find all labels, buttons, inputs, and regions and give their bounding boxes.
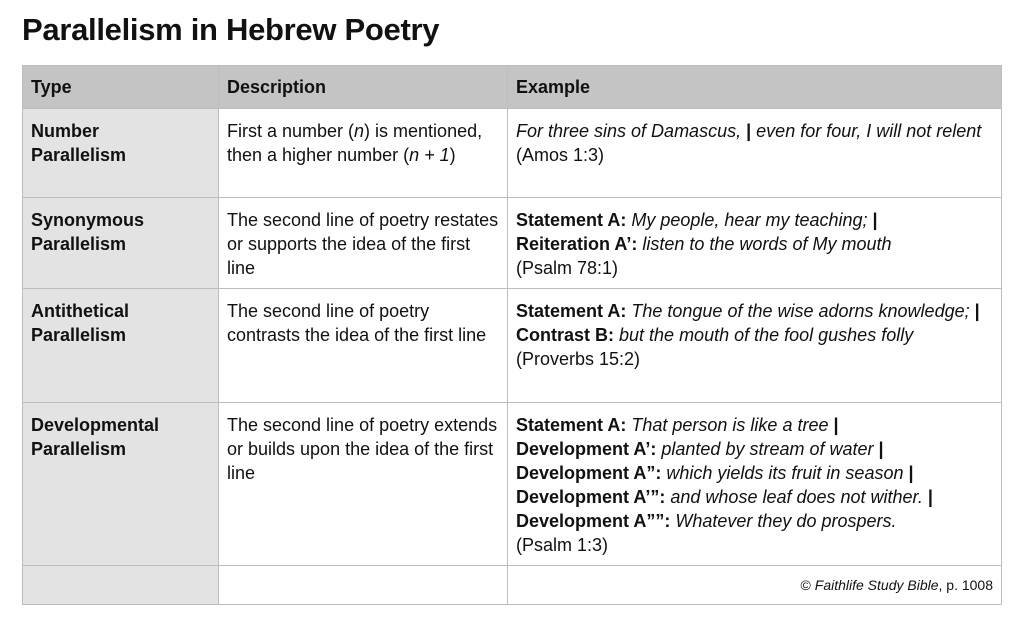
type-label: Parallelism [31,145,127,165]
column-header-example: Example [508,66,1002,109]
type-label: Synonymous [31,210,145,230]
example-text: which yields its fruit in season [666,463,904,483]
line-separator: | [746,121,752,141]
type-label: Developmental [31,415,160,435]
parallelism-table [22,65,1002,605]
source-title: Faithlife Study Bible [814,577,939,593]
example-text: That person is like a tree [631,415,829,435]
reiteration-label: Reiteration A’: [516,234,638,254]
example-text: Whatever they do prospers. [675,511,897,531]
footer-row [23,566,1002,605]
description-cell [219,109,508,198]
statement-label: Statement A: [516,210,627,230]
example-text: My people, hear my teaching; [631,210,868,230]
development-label: Development A””: [516,511,671,531]
example-text: but the mouth of the fool gushes folly [619,325,914,345]
description-text: The second line of poetry contrasts the idea of the first line [227,301,487,345]
line-separator: | [878,439,884,459]
column-header-type: Type [23,66,219,109]
line-separator: | [908,463,914,483]
scripture-reference: (Psalm 1:3) [516,535,609,555]
page-title: Parallelism in Hebrew Poetry [22,12,440,47]
example-text: The tongue of the wise adorns knowledge; [631,301,970,321]
table-row [23,289,1002,403]
example-cell [508,198,1002,289]
development-label: Development A’: [516,439,657,459]
description-text: ) [449,145,456,165]
description-cell [219,198,508,289]
statement-label: Statement A: [516,301,627,321]
line-separator: | [974,301,980,321]
column-header-description: Description [219,66,508,109]
type-label: Parallelism [31,439,127,459]
development-label: Development A”: [516,463,662,483]
variable-n-plus-1: n + 1 [409,145,450,165]
type-cell [23,403,219,566]
table-row [23,198,1002,289]
table-row [23,109,1002,198]
type-label: Number [31,121,100,141]
example-text: and whose leaf does not wither. [670,487,923,507]
example-text: even for four, I will not relent [756,121,982,141]
footer-empty-cell [23,566,219,605]
copyright-prefix: © [800,577,815,593]
example-text: listen to the words of My mouth [642,234,892,254]
description-cell [219,289,508,403]
type-cell [23,109,219,198]
footer-empty-cell [219,566,508,605]
source-citation [508,566,1002,605]
page-reference: , p. 1008 [938,577,993,593]
scripture-reference: (Amos 1:3) [516,145,605,165]
type-label: Parallelism [31,234,127,254]
type-cell [23,198,219,289]
scripture-reference: (Psalm 78:1) [516,258,619,278]
statement-label: Statement A: [516,415,627,435]
description-text: The second line of poetry restates or supports the idea of the first line [227,210,499,278]
contrast-label: Contrast B: [516,325,614,345]
type-cell [23,289,219,403]
table-row [23,403,1002,566]
description-text: ) is mentioned, then a higher number ( [227,121,483,165]
example-cell [508,289,1002,403]
example-text: For three sins of Damascus, [516,121,742,141]
example-cell [508,403,1002,566]
description-text: The second line of poetry extends or builds upon the idea of the first line [227,415,498,483]
description-text: First a number ( [227,121,355,141]
table-header-row [23,66,1002,109]
example-text: planted by stream of water [661,439,874,459]
example-cell [508,109,1002,198]
development-label: Development A’”: [516,487,666,507]
line-separator: | [927,487,933,507]
scripture-reference: (Proverbs 15:2) [516,349,641,369]
line-separator: | [872,210,878,230]
variable-n: n [354,121,365,141]
description-cell [219,403,508,566]
type-label: Antithetical [31,301,130,321]
type-label: Parallelism [31,325,127,345]
line-separator: | [833,415,839,435]
